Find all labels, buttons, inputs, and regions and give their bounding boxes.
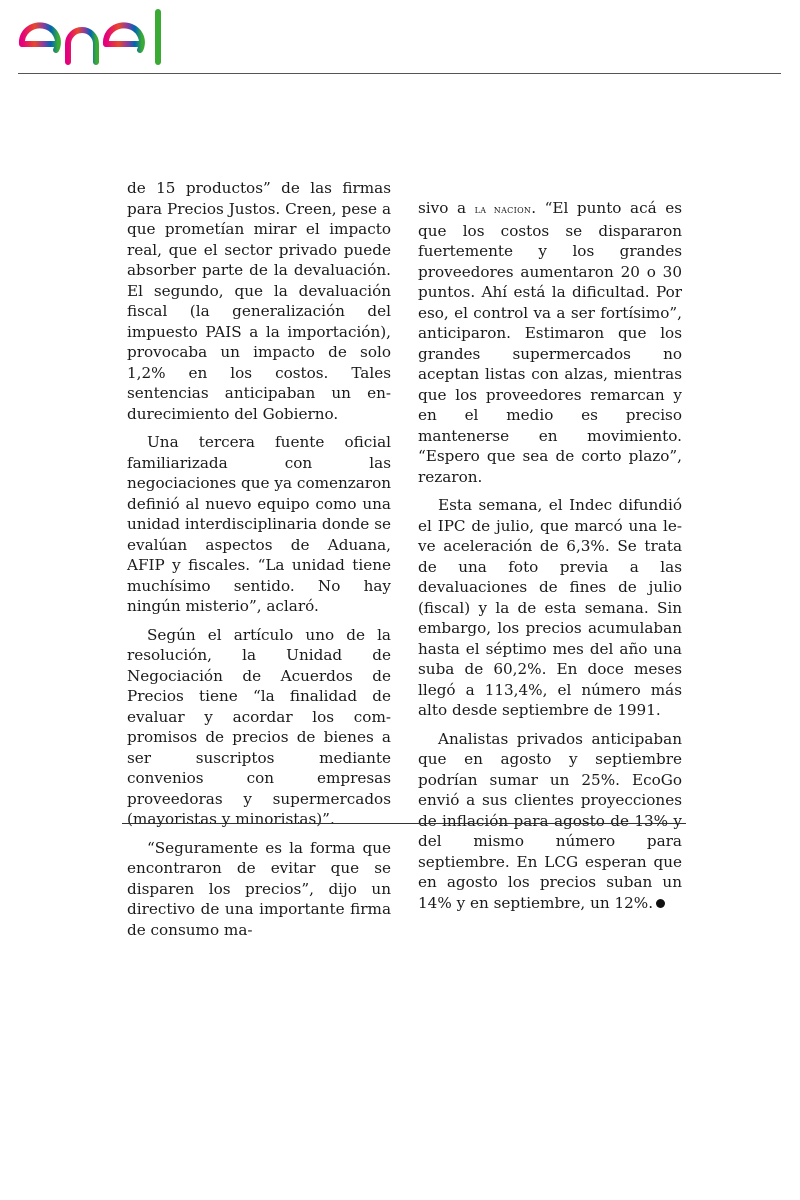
paragraph-lead: sivo a (418, 199, 475, 217)
header-divider (18, 73, 781, 74)
end-of-article-icon (656, 899, 665, 908)
paragraph: Una tercera fuente oficial familiarizada con las negociaciones que ya comenzaron definió al nuevo equipo como una unidad interdisciplinaria donde se evalúan aspectos de Aduana, AFIP y fiscales. “La unidad tiene muchísimo sentido. No hay ningún misterio”, aclaró. (127, 433, 391, 615)
paragraph-body: Analistas privados anticipaban que en agosto y septiembre podrían sumar un 25%. EcoGo envió a sus clientes proyecciones de inflación para agosto de 13% y del mismo número para septiembre. En LCG esperan que en agosto los precios suban un 14% y en septiembre, un 12%. (418, 729, 682, 912)
enel-logo (18, 8, 182, 68)
paragraph: de 15 productos” de las firmas para Precios Justos. Creen, pese a que prometían mirar el impacto real, que el sector privado puede absorber parte de la devaluación. El segundo, que la devaluación fiscal (la generalización del impuesto PAIS a la importación), provocaba un impacto de solo 1,2% en los costos. Tales sentencias anticipaban un endurecimiento del Gobierno. (127, 179, 391, 423)
paragraph: Esta semana, el Indec difundió el IPC de julio, que marcó una leve aceleración de 6,3%. Se trata de una foto previa a las devaluaciones de fines de julio (fiscal) y la de esta semana. Sin embargo, los precios acumulaban hasta el séptimo mes del año una suba de 60,2%. En doce meses llegó a 113,4%, el número más alto desde septiembre de 1991. (418, 496, 682, 719)
newspaper-name: la nacion (474, 203, 532, 216)
paragraph (418, 198, 682, 487)
enel-logo-mark (18, 8, 182, 68)
paragraph-body: . “El punto acá es que los costos se dispararon fuertemente y los grandes proveedores aumentaron 20 o 30 puntos. Ahí está la dificultad. Por eso, el control va a ser fortísimo”, anticiparon. Estimaron que los grandes supermercados no aceptan listas con alzas, mientras que los proveedores remarcan y en el medio es preciso mantenerse en movimiento. “Espero que sea de corto plazo”, rezaron. (418, 199, 682, 486)
article-end-divider (122, 823, 686, 824)
paragraph: Según el artículo uno de la resolución, la Unidad de Negociación de Acuerdos de Precios tiene “la finalidad de evaluar y acordar los compromisos de precios de bienes a ser suscriptos mediante convenios con empresas proveedoras y supermercados (mayoristas y minoristas)”. (127, 625, 391, 828)
article-column-left (127, 178, 391, 948)
paragraph (418, 729, 682, 914)
article-column-right (418, 198, 682, 921)
paragraph: “Seguramente es la forma que encontraron de evitar que se disparen los precios”, dijo un directivo de una importante firma de consumo ma- (127, 838, 391, 939)
